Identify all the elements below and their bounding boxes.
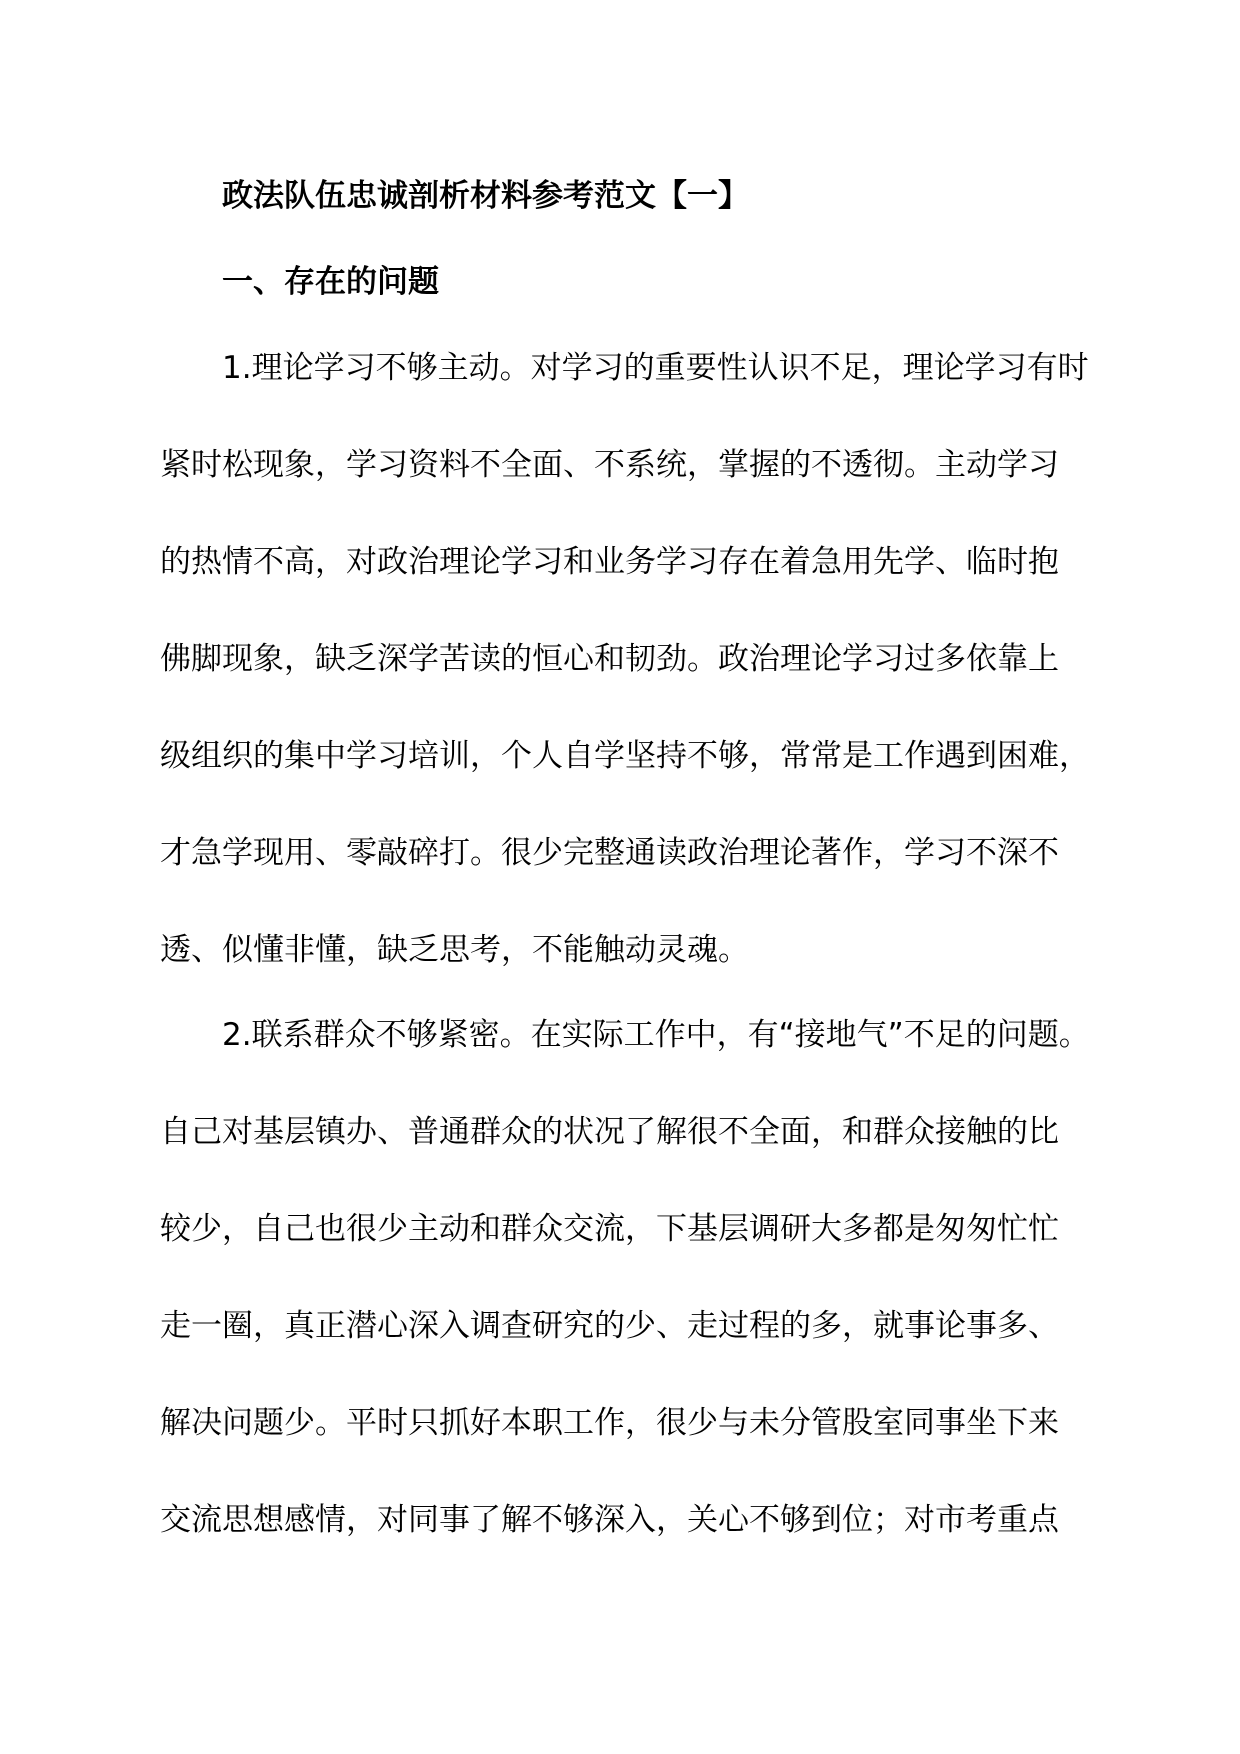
document-title: 政法队伍忠诚剖析材料参考范文【一】 [222,178,749,214]
paragraph-2-line: 自己对基层镇办、普通群众的状况了解很不全面，和群众接触的比 [160,1114,1059,1150]
paragraph-1-line: 才急学现用、零敲碎打。很少完整通读政治理论著作，学习不深不 [160,835,1059,871]
paragraph-1-line: 1.理论学习不够主动。对学习的重要性认识不足，理论学习有时 [222,350,1089,386]
paragraph-1-line: 紧时松现象，学习资料不全面、不系统，掌握的不透彻。主动学习 [160,447,1059,483]
paragraph-2-line: 走一圈，真正潜心深入调查研究的少、走过程的多，就事论事多、 [160,1308,1059,1344]
paragraph-2-line: 解决问题少。平时只抓好本职工作，很少与未分管股室同事坐下来 [160,1405,1059,1441]
paragraph-2-line: 2.联系群众不够紧密。在实际工作中，有“接地气”不足的问题。 [222,1017,1090,1053]
paragraph-1-line: 佛脚现象，缺乏深学苦读的恒心和韧劲。政治理论学习过多依靠上 [160,641,1059,677]
paragraph-1-line: 透、似懂非懂，缺乏思考，不能触动灵魂。 [160,932,749,968]
paragraph-2-line: 较少，自己也很少主动和群众交流，下基层调研大多都是匆匆忙忙 [160,1211,1059,1247]
paragraph-1-line: 级组织的集中学习培训，个人自学坚持不够，常常是工作遇到困难， [160,738,1090,774]
section-heading: 一、存在的问题 [222,264,439,300]
paragraph-1-line: 的热情不高，对政治理论学习和业务学习存在着急用先学、临时抱 [160,544,1059,580]
paragraph-2-line: 交流思想感情，对同事了解不够深入，关心不够到位；对市考重点 [160,1502,1059,1538]
